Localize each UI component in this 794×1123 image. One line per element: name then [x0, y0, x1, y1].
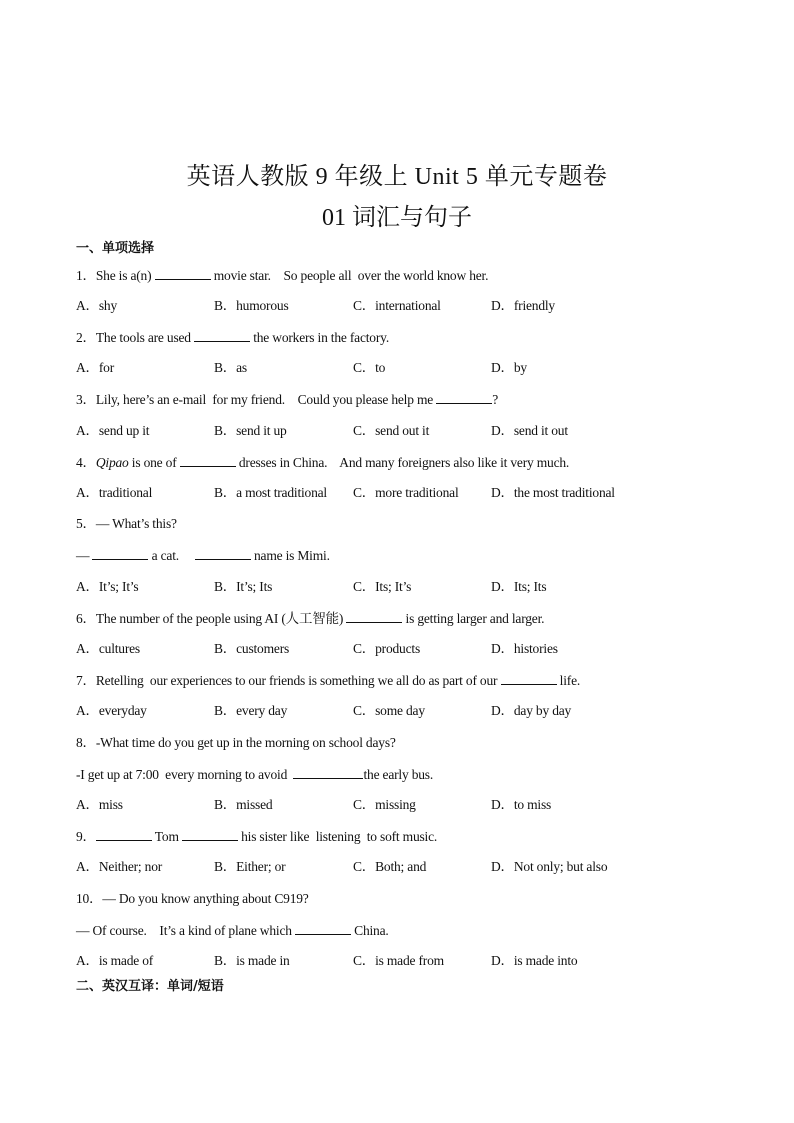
- q1-option-d: D．friendly: [491, 298, 555, 313]
- q8-option-a: A．miss: [76, 797, 123, 812]
- q5-option-b: B．It’s; Its: [214, 579, 273, 594]
- q4-italic-word: Qipao: [95, 455, 129, 470]
- q9-text-b: Tom: [151, 829, 182, 844]
- question-8: 8．-What time do you get up in the morning on school days?: [76, 735, 396, 750]
- q5-text-b: a cat.: [148, 548, 195, 563]
- answer-blank: [92, 546, 148, 560]
- q4-text-a: is one of: [128, 455, 180, 470]
- q3-option-a: A．send up it: [76, 423, 150, 438]
- q7-option-a: A．everyday: [76, 703, 147, 718]
- q9-text-c: his sister like listening to soft music.: [237, 829, 438, 844]
- answer-blank: [295, 921, 351, 935]
- q5-text-c: name is Mimi.: [250, 548, 330, 563]
- q4-text-b: dresses in China. And many foreigners also like it very much.: [235, 455, 570, 470]
- q10-option-a: A．is made of: [76, 953, 154, 968]
- q5-option-a: A．It’s; It’s: [76, 579, 139, 594]
- q4-option-a: A．traditional: [76, 485, 153, 500]
- q5-option-d: D．Its; Its: [491, 579, 547, 594]
- q4-option-d: D．the most traditional: [491, 485, 615, 500]
- answer-blank: [346, 609, 402, 623]
- question-5: 5．— What’s this?: [76, 516, 177, 531]
- question-5-dialogue: [76, 546, 330, 565]
- question-6: [76, 609, 544, 628]
- q2-option-d: D．by: [491, 360, 527, 375]
- section-heading-single-choice: 一、单项选择: [76, 241, 155, 256]
- q1-text-a: 1．She is a(n): [76, 268, 155, 283]
- q5-text-a: —: [76, 548, 93, 563]
- q4-option-c: C．more traditional: [353, 485, 459, 500]
- q2-option-a: A．for: [76, 360, 114, 375]
- question-10: 10．— Do you know anything about C919?: [76, 891, 309, 906]
- question-4: [76, 453, 569, 472]
- q6-option-c: C．products: [353, 641, 420, 656]
- answer-blank: [96, 827, 152, 841]
- q7-text-a: 7．Retelling our experiences to our friends is something we all do as part of our: [76, 673, 501, 688]
- q8-text-a: -I get up at 7:00 every morning to avoid: [76, 767, 294, 782]
- answer-blank: [195, 546, 251, 560]
- answer-blank: [155, 266, 211, 280]
- q9-option-c: C．Both; and: [353, 859, 427, 874]
- q10-option-b: B．is made in: [214, 953, 290, 968]
- q2-text-a: 2．The tools are used: [76, 330, 195, 345]
- page-title: 英语人教版 9 年级上 Unit 5 单元专题卷: [186, 164, 608, 190]
- q10-option-d: D．is made into: [491, 953, 578, 968]
- q9-option-d: D．Not only; but also: [491, 859, 608, 874]
- q7-option-d: D．day by day: [491, 703, 572, 718]
- q3-option-c: C．send out it: [353, 423, 430, 438]
- q9-option-b: B．Either; or: [214, 859, 286, 874]
- page-subtitle: 01 词汇与句子: [322, 205, 472, 231]
- q6-text-b: is getting larger and larger.: [402, 611, 545, 626]
- q3-text-b: ?: [492, 392, 499, 407]
- question-1: [76, 266, 488, 285]
- q6-option-d: D．histories: [491, 641, 558, 656]
- q6-text-a: 6．The number of the people using AI (人工智能): [76, 611, 347, 626]
- question-2: [76, 328, 389, 347]
- q3-text-a: 3．Lily, here’s an e-mail for my friend. Could you please help me: [76, 392, 437, 407]
- q8-option-c: C．missing: [353, 797, 416, 812]
- answer-blank: [194, 328, 250, 342]
- q1-option-c: C．international: [353, 298, 441, 313]
- question-8-answer-line: [76, 765, 433, 784]
- question-9: [76, 827, 437, 846]
- question-7: [76, 671, 580, 690]
- q10-text-a: — Of course. It’s a kind of plane which: [76, 923, 295, 938]
- question-10-answer-line: [76, 921, 389, 940]
- q2-text-b: the workers in the factory.: [250, 330, 390, 345]
- answer-blank: [501, 671, 557, 685]
- q7-text-b: life.: [556, 673, 581, 688]
- q9-text-a: 9．: [76, 829, 96, 844]
- answer-blank: [293, 765, 363, 779]
- q6-option-a: A．cultures: [76, 641, 140, 656]
- q10-text-b: China.: [350, 923, 389, 938]
- q9-option-a: A．Neither; nor: [76, 859, 163, 874]
- q7-option-b: B．every day: [214, 703, 288, 718]
- q3-option-b: B．send it up: [214, 423, 287, 438]
- section-heading-translation: 二、英汉互译：单词/短语: [76, 979, 224, 994]
- q3-option-d: D．send it out: [491, 423, 568, 438]
- q1-text-b: movie star. So people all over the world know her.: [210, 268, 489, 283]
- q10-option-c: C．is made from: [353, 953, 444, 968]
- q8-option-d: D．to miss: [491, 797, 552, 812]
- q2-option-c: C．to: [353, 360, 386, 375]
- q4-number: 4．: [76, 455, 96, 470]
- q1-option-a: A．shy: [76, 298, 118, 313]
- q7-option-c: C．some day: [353, 703, 425, 718]
- q8-option-b: B．missed: [214, 797, 273, 812]
- q1-option-b: B．humorous: [214, 298, 289, 313]
- q8-text-b: the early bus.: [363, 767, 434, 782]
- q4-option-b: B．a most traditional: [214, 485, 327, 500]
- q6-option-b: B．customers: [214, 641, 290, 656]
- question-3: [76, 390, 498, 409]
- q2-option-b: B．as: [214, 360, 247, 375]
- answer-blank: [436, 390, 492, 404]
- answer-blank: [180, 453, 236, 467]
- answer-blank: [182, 827, 238, 841]
- q5-option-c: C．Its; It’s: [353, 579, 412, 594]
